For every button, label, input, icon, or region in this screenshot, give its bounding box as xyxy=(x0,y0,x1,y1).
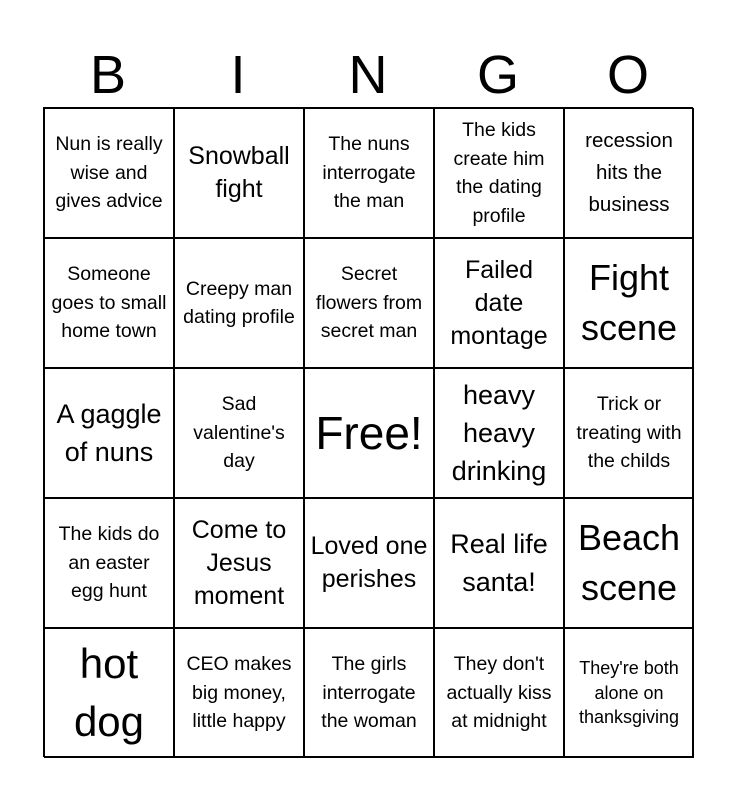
bingo-cell[interactable] xyxy=(564,368,694,498)
cell-text: hot dog xyxy=(73,640,145,745)
bingo-cell[interactable] xyxy=(434,498,564,628)
bingo-cell[interactable] xyxy=(564,498,694,628)
cell-text: Sad valentine's day xyxy=(193,393,285,473)
cell-text: The girls interrogate the woman xyxy=(321,653,417,733)
cell-text: Secret flowers from secret man xyxy=(315,263,423,343)
cell-text: Failed date montage xyxy=(450,255,548,350)
bingo-cell[interactable] xyxy=(564,238,694,368)
header-letter-n: N xyxy=(348,45,388,105)
bingo-cell[interactable] xyxy=(434,628,564,758)
header-letter-o: O xyxy=(606,45,649,105)
cell-text: Someone goes to small home town xyxy=(51,263,167,343)
cell-text: Trick or treating with the childs xyxy=(576,393,682,473)
bingo-cell[interactable] xyxy=(44,238,174,368)
cell-text: Beach scene xyxy=(577,517,681,608)
cell-text: The nuns interrogate the man xyxy=(322,133,416,213)
bingo-cell[interactable] xyxy=(174,238,304,368)
header-letter-i: I xyxy=(230,45,246,105)
cell-text: Creepy man dating profile xyxy=(183,277,295,328)
bingo-cell[interactable] xyxy=(44,498,174,628)
bingo-cell[interactable] xyxy=(44,108,174,238)
cell-text: They're both alone on thanksgiving xyxy=(578,658,680,728)
cell-text: The kids do an easter egg hunt xyxy=(58,523,160,603)
bingo-cell[interactable] xyxy=(434,108,564,238)
cell-text: The kids create him the dating profile xyxy=(453,119,545,227)
bingo-cell[interactable] xyxy=(174,628,304,758)
header-letter-b: B xyxy=(89,45,127,105)
bingo-cell[interactable] xyxy=(174,108,304,238)
cell-text: A gaggle of nuns xyxy=(56,399,162,467)
bingo-cell[interactable] xyxy=(174,498,304,628)
bingo-cell[interactable] xyxy=(174,368,304,498)
free-cell[interactable] xyxy=(304,368,434,498)
bingo-cell[interactable] xyxy=(304,498,434,628)
bingo-cell[interactable] xyxy=(434,368,564,498)
cell-text: heavy heavy drinking xyxy=(451,380,547,486)
header-letter-g: G xyxy=(476,45,519,105)
bingo-cell[interactable] xyxy=(564,108,694,238)
cell-text: Snowball fight xyxy=(188,142,290,203)
cell-text: Nun is really wise and gives advice xyxy=(55,133,163,213)
bingo-cell[interactable] xyxy=(44,628,174,758)
cell-text: recession hits the business xyxy=(585,129,673,216)
bingo-board xyxy=(43,107,693,757)
cell-text: Free! xyxy=(315,407,423,459)
cell-text: Real life santa! xyxy=(450,529,548,597)
cell-text: Come to Jesus moment xyxy=(191,515,287,610)
cell-text: They don't actually kiss at midnight xyxy=(446,653,552,733)
bingo-cell[interactable] xyxy=(304,628,434,758)
bingo-cell[interactable] xyxy=(304,238,434,368)
cell-text: Fight scene xyxy=(580,257,678,348)
cell-text: CEO makes big money, little happy xyxy=(186,653,292,733)
bingo-cell[interactable] xyxy=(434,238,564,368)
cell-text: Loved one perishes xyxy=(310,532,428,593)
bingo-cell[interactable] xyxy=(304,108,434,238)
bingo-cell[interactable] xyxy=(564,628,694,758)
bingo-cell[interactable] xyxy=(44,368,174,498)
bingo-header xyxy=(43,44,693,106)
